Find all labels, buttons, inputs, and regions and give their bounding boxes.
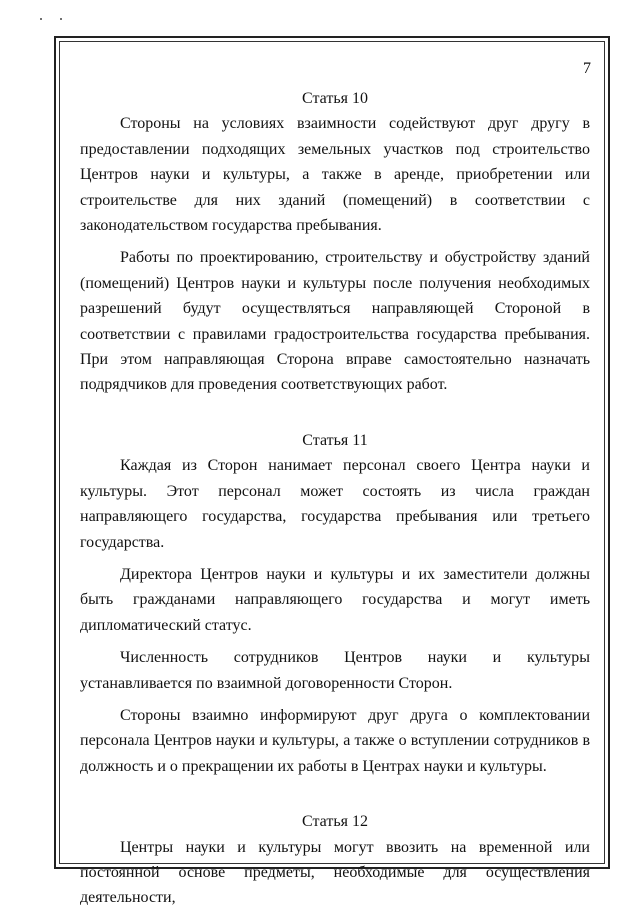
article-paragraph: Стороны на условиях взаимности содействуют друг другу в предоставлении подходящих земельных участков под строительство Центров науки и культуры, а также в аренде, приобретении или строительстве для них зданий (помещений) в соответствии с законодательством государства пребывания. [80,115,590,235]
article-heading: Статья 12 [302,813,368,831]
article-12 [80,809,590,911]
article-paragraph: Каждая из Сторон нанимает персонал своего Центра науки и культуры. Этот персонал может состоять из числа граждан направляющего государства, государства пребывания или третьего государства. [80,457,590,551]
document-body [80,86,590,911]
article-heading: Статья 10 [302,90,368,107]
article-paragraph: Работы по проектированию, строительству и обустройству зданий (помещений) Центров науки и культуры после получения необходимых разрешений будут осуществляться направляющей Стороной в соответствии с правилами градостроительства государства пребывания. При этом направляющая Сторона вправе самостоятельно назначать подрядчиков для проведения соответствующих работ. [80,249,590,394]
article-paragraph: Численность сотрудников Центров науки и культуры устанавливается по взаимной договоренности Сторон. [80,649,590,692]
article-11 [80,428,590,779]
article-heading: Статья 11 [302,431,368,449]
scan-speck [60,18,62,20]
article-10 [80,86,590,398]
article-paragraph: Стороны взаимно информируют друг друга о комплектовании персонала Центров науки и культуры, а также о вступлении сотрудников в должность и о прекращении их работы в Центрах науки и культуры. [80,706,590,775]
article-paragraph: Директора Центров науки и культуры и их заместители должны быть гражданами направляющего государства и могут иметь дипломатический статус. [80,565,590,634]
article-paragraph: Центры науки и культуры могут ввозить на временной или постоянной основе предметы, необходимые для осуществления деятельности, [80,838,590,907]
scan-speck [40,18,42,20]
page-number: 7 [583,60,591,77]
